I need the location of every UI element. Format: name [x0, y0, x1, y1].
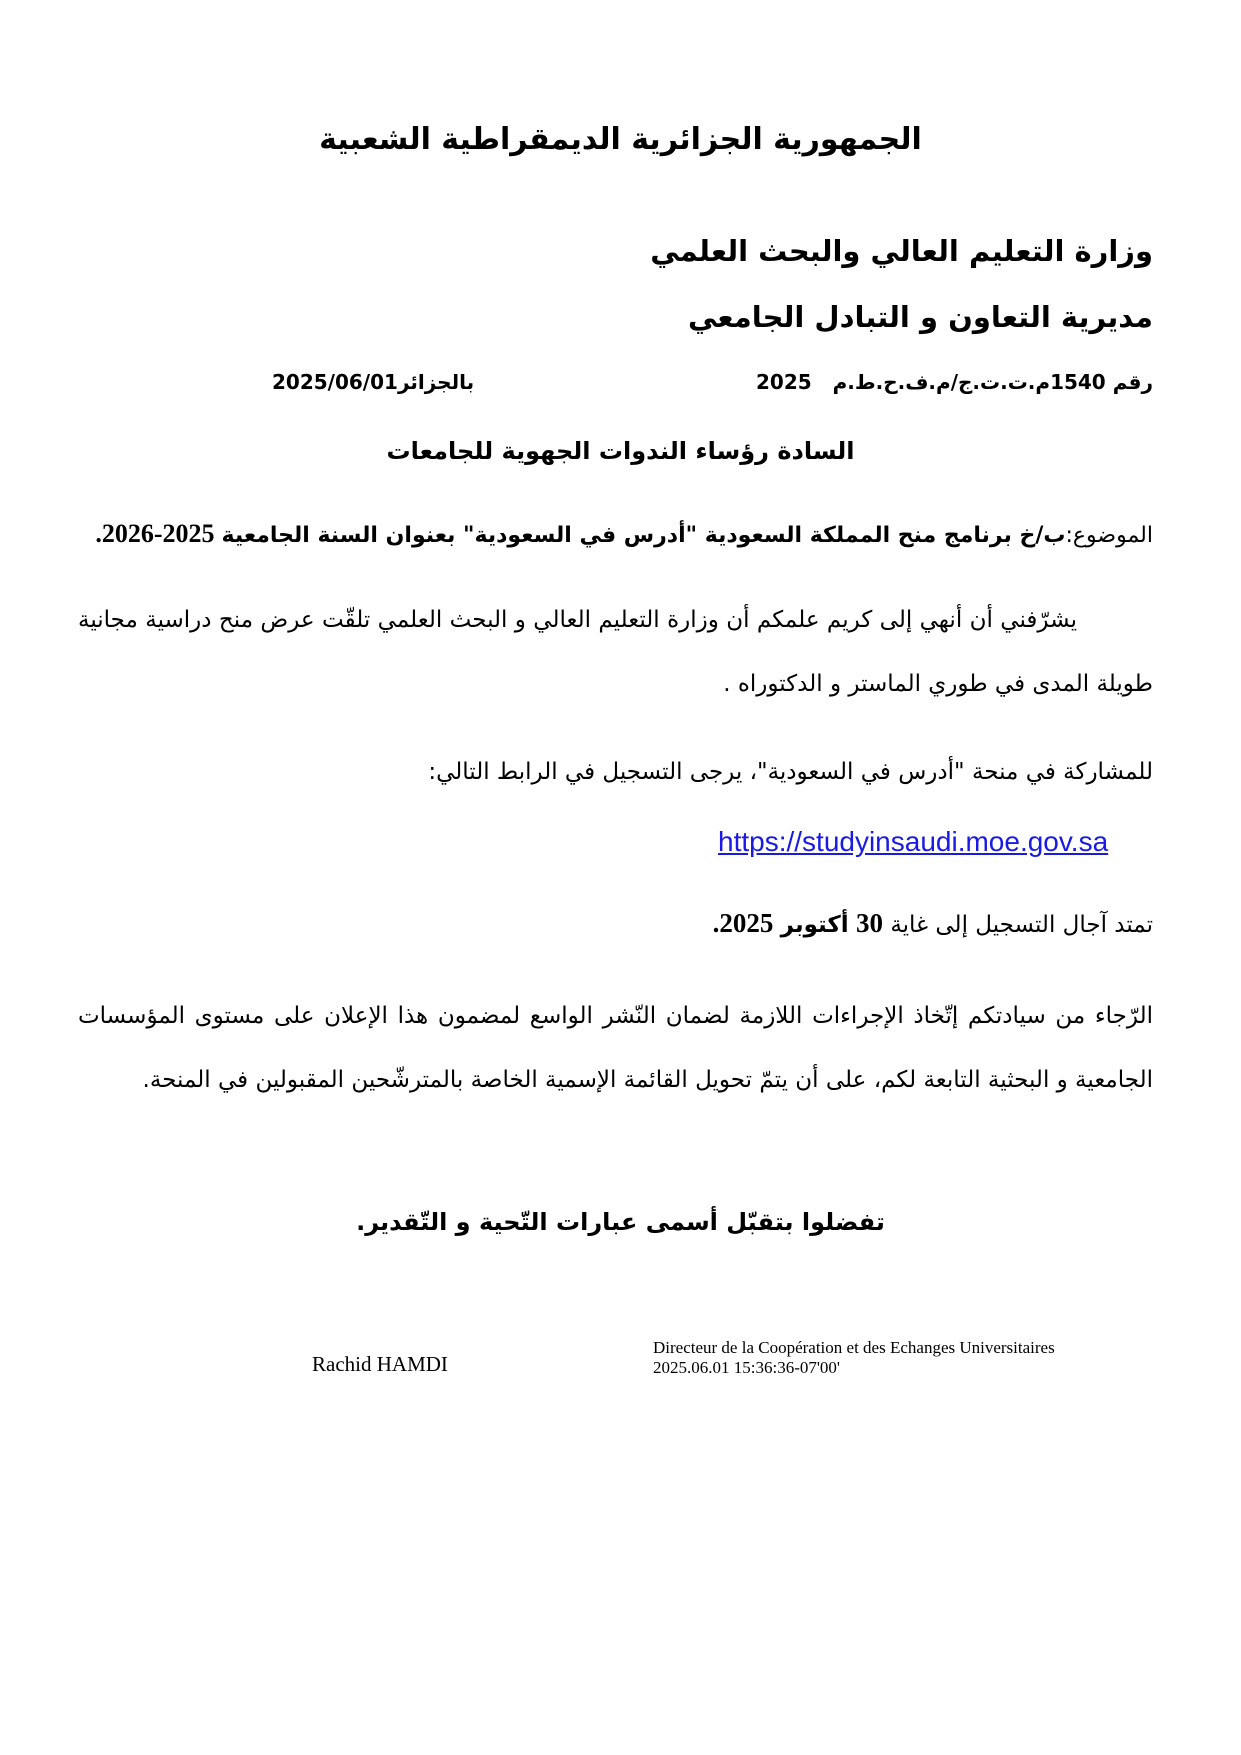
signer-name: Rachid HAMDI — [312, 1352, 448, 1376]
deadline-line — [713, 908, 1153, 939]
subject-years: 2025-2026. — [95, 519, 215, 548]
reference-number: 1540 — [1050, 370, 1106, 394]
closing-formula: تفضلوا بتقبّل أسمى عبارات التّحية و التّقدير. — [356, 1208, 885, 1236]
subject-line — [95, 519, 1153, 549]
deadline-month: أكتوبر — [780, 912, 849, 938]
deadline-prefix: تمتد آجال التسجيل إلى غاية — [890, 912, 1153, 938]
subject-text: ب/خ برنامج منح المملكة السعودية "أدرس في السعودية" بعنوان السنة الجامعية — [221, 523, 1066, 548]
addressee: السادة رؤساء الندوات الجهوية للجامعات — [386, 437, 855, 465]
signature-timestamp: 2025.06.01 15:36:36-07'00' — [653, 1358, 840, 1377]
reference-prefix: رقم — [1112, 370, 1153, 394]
registration-link[interactable]: https://studyinsaudi.moe.gov.sa — [718, 826, 1109, 857]
deadline-year: 2025. — [712, 908, 774, 938]
body-paragraph-3: الرّجاء من سيادتكم إتّخاذ الإجراءات اللازمة لضمان النّشر الواسع لمضمون هذا الإعلان على مستوى المؤسسات الجامعية و البحثية التابعة لكم، على أن يتمّ تحويل القائمة الإسمية الخاصة بالمترشّحين المقبولين في المنحة. — [78, 1003, 1153, 1093]
reference-line — [756, 370, 1153, 394]
reference-year: 2025 — [756, 370, 812, 394]
date-value: 2025/06/01 — [272, 370, 398, 394]
republic-heading: الجمهورية الجزائرية الديمقراطية الشعبية — [319, 122, 922, 157]
date-line — [272, 370, 474, 394]
signer-title: Directeur de la Coopération et des Echanges Universitaires — [653, 1338, 1055, 1357]
directorate-name: مديرية التعاون و التبادل الجامعي — [688, 300, 1153, 334]
subject-label: الموضوع: — [1065, 523, 1153, 548]
body-paragraph-1: يشرّفني أن أنهي إلى كريم علمكم أن وزارة التعليم العالي و البحث العلمي تلقّت عرض منح دراسية مجانية طويلة المدى في طوري الماستر و الدكتوراه . — [78, 607, 1153, 697]
ministry-name: وزارة التعليم العالي والبحث العلمي — [650, 234, 1153, 268]
date-place: بالجزائر — [397, 370, 475, 394]
deadline-day: 30 — [856, 908, 883, 938]
body-paragraph-2: للمشاركة في منحة "أدرس في السعودية"، يرجى التسجيل في الرابط التالي: — [428, 759, 1153, 785]
digital-signature-block — [653, 1338, 1055, 1378]
reference-code: م.ت.ت.ج/م.ف.ح.ط.م — [832, 370, 1051, 394]
